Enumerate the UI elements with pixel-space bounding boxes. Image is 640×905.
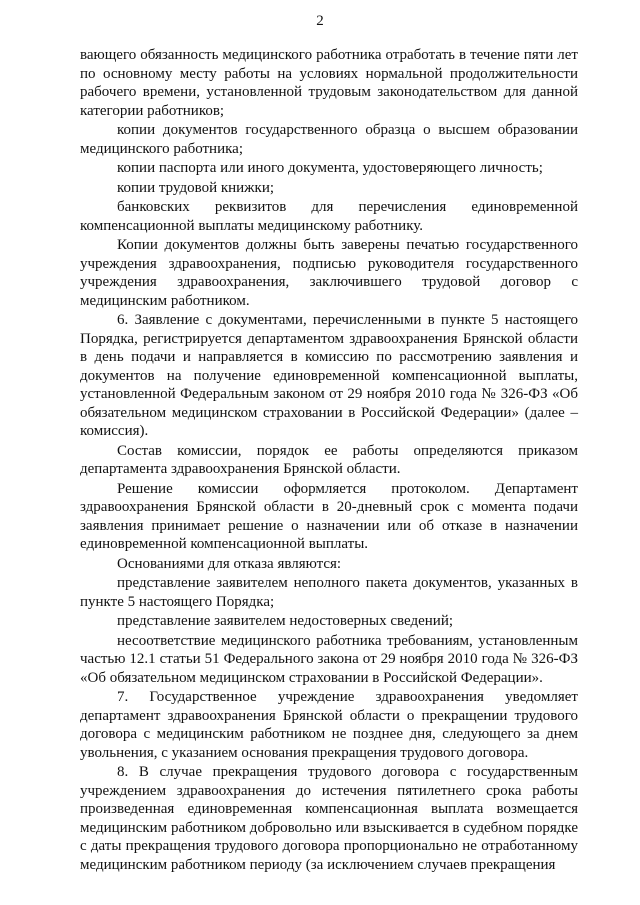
paragraph: вающего обязанность медицинского работника отработать в течение пяти лет по основному месту работы на условиях нормальной продолжительности рабочего времени, установленной трудовым законодательством для данной категории работников; xyxy=(80,47,578,119)
page-number: 2 xyxy=(316,13,324,29)
document-body xyxy=(80,46,578,875)
paragraph: банковских реквизитов для перечисления единовременной компенсационной выплаты медицинскому работнику. xyxy=(80,199,578,234)
paragraph: копии трудовой книжки; xyxy=(117,179,275,196)
paragraph: 6. Заявление с документами, перечисленными в пункте 5 настоящего Порядка, регистрируется департаментом здравоохранения Брянской области в день подачи и направляется в комиссию по рассмотрению заявления и документов на получение единовременной компенсационной выплаты, установленной Федеральным законом от 29 ноября 2010 года № 326-ФЗ «Об обязательном медицинском страховании в Российской Федерации» (далее – комиссия). xyxy=(80,312,578,439)
paragraph: представление заявителем неполного пакета документов, указанных в пункте 5 настоящего Порядка; xyxy=(80,575,578,610)
paragraph: копии документов государственного образца о высшем образовании медицинского работника; xyxy=(80,122,578,157)
paragraph: копии паспорта или иного документа, удостоверяющего личность; xyxy=(117,160,543,176)
paragraph: Решение комиссии оформляется протоколом. Департамент здравоохранения Брянской области в 20-дневный срок с момента подачи заявления принимает решение о назначении или об отказе в назначении единовременной компенсационной выплаты. xyxy=(80,480,578,552)
paragraph: 7. Государственное учреждение здравоохранения уведомляет департамент здравоохранения Брянской области о прекращении трудового договора с медицинским работником не позднее дня, следующего за днем увольнения, с указанием основания прекращения трудового договора. xyxy=(80,689,578,761)
paragraph: несоответствие медицинского работника требованиям, установленным частью 12.1 статьи 51 Федерального закона от 29 ноября 2010 года № 326-ФЗ «Об обязательном медицинском страховании в Российской Федерации». xyxy=(80,632,578,686)
paragraph: Состав комиссии, порядок ее работы определяются приказом департамента здравоохранения Брянской области. xyxy=(80,442,578,477)
paragraph: Основаниями для отказа являются: xyxy=(117,555,342,572)
paragraph: представление заявителем недостоверных сведений; xyxy=(117,613,454,629)
paragraph: Копии документов должны быть заверены печатью государственного учреждения здравоохранения, подписью руководителя государственного учреждения здравоохранения, заключившего трудовой договор с медицинским работником. xyxy=(80,237,578,309)
paragraph: 8. В случае прекращения трудового договора с государственным учреждением здравоохранения до истечения пятилетнего срока работы произведенная единовременная компенсационная выплата возмещается медицинским работником добровольно или взыскивается в судебном порядке с даты прекращения трудового договора пропорционально не отработанному медицинским работником периоду (за исключением случаев прекращения xyxy=(80,764,578,873)
